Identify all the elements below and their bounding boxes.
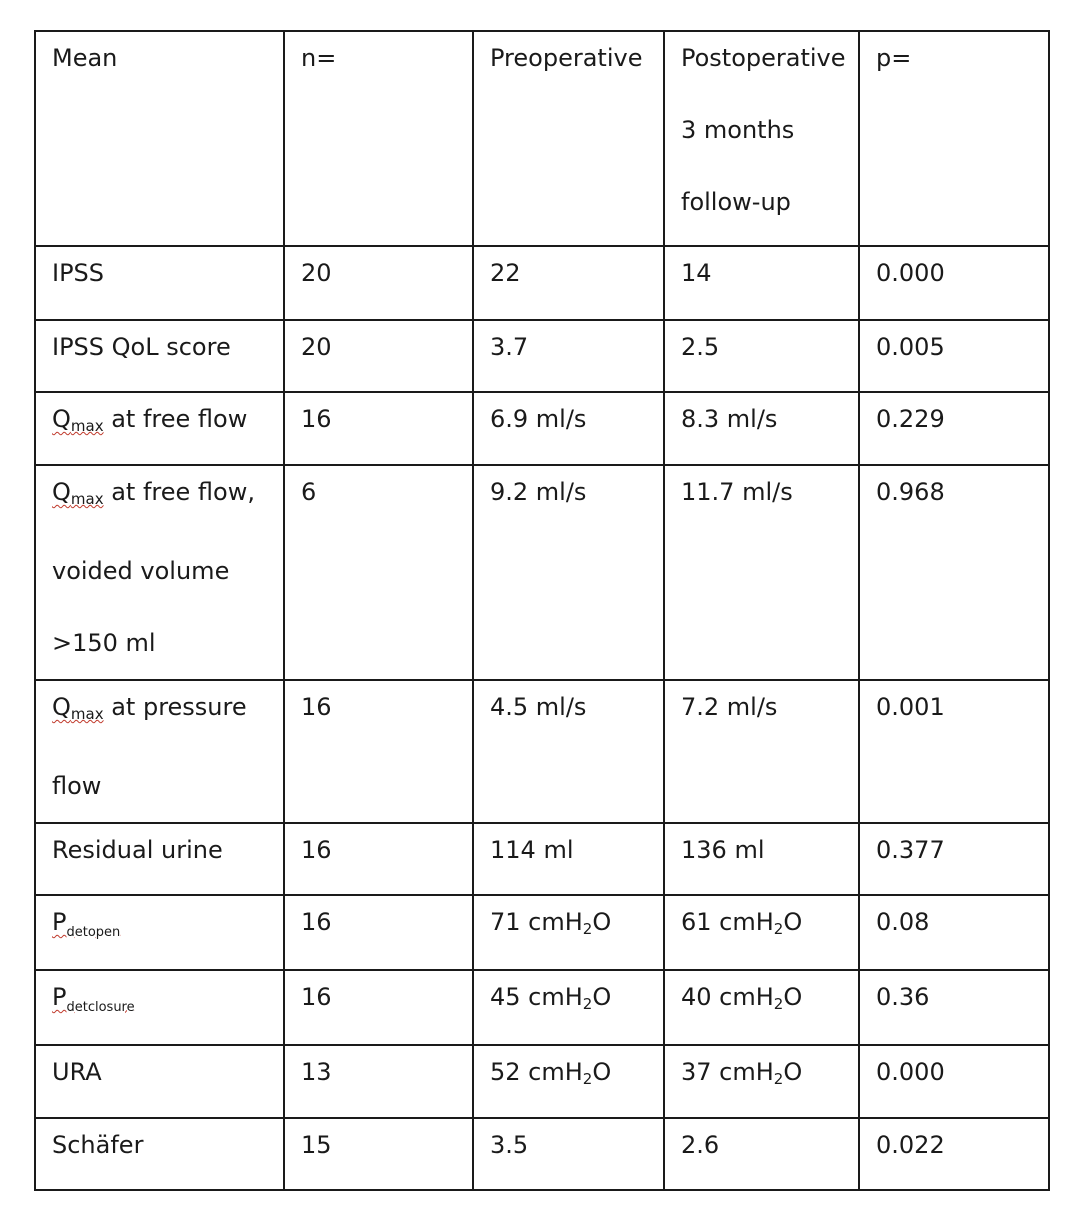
row-preoperative: 52 cmH$_2$O xyxy=(473,1045,664,1118)
row-p-value: 0.005 xyxy=(859,320,1049,392)
row-postoperative: 2.5 xyxy=(664,320,859,392)
qmax-symbol: $Q_{max}$ xyxy=(52,478,104,508)
row-preoperative: 6.9 ml/s xyxy=(473,392,664,465)
row-postoperative: 61 cmH$_2$O xyxy=(664,895,859,970)
row-postoperative: 8.3 ml/s xyxy=(664,392,859,465)
row-p-value: 0.001 xyxy=(859,680,1049,823)
row-p-value: 0.000 xyxy=(859,246,1049,320)
qmax-symbol: $Q_{max}$ xyxy=(52,693,104,723)
row-label: IPSS xyxy=(35,246,284,320)
row-postoperative: 37 cmH$_2$O xyxy=(664,1045,859,1118)
row-postoperative: 40 cmH$_2$O xyxy=(664,970,859,1045)
row-postoperative: 14 xyxy=(664,246,859,320)
row-preoperative: 4.5 ml/s xyxy=(473,680,664,823)
row-label xyxy=(35,970,284,1045)
table-row-pdet-open xyxy=(35,895,1049,970)
table-row-residual-urine xyxy=(35,823,1049,895)
row-n: 13 xyxy=(284,1045,473,1118)
row-p-value: 0.36 xyxy=(859,970,1049,1045)
pdet-closure-symbol: $P_{detclosure}$ xyxy=(52,983,135,1015)
qmax-symbol: $Q_{max}$ xyxy=(52,405,104,435)
row-label: URA xyxy=(35,1045,284,1118)
row-p-value: 0.377 xyxy=(859,823,1049,895)
row-p-value: 0.000 xyxy=(859,1045,1049,1118)
row-n: 20 xyxy=(284,246,473,320)
row-label: Schäfer xyxy=(35,1118,284,1190)
table-row-ura xyxy=(35,1045,1049,1118)
row-preoperative: 114 ml xyxy=(473,823,664,895)
row-preoperative: 3.7 xyxy=(473,320,664,392)
results-table xyxy=(34,30,1050,1191)
row-label: IPSS QoL score xyxy=(35,320,284,392)
row-preoperative: 71 cmH$_2$O xyxy=(473,895,664,970)
row-n: 16 xyxy=(284,392,473,465)
row-label: $Q_{max}$ at pressure flow xyxy=(35,680,284,823)
row-p-value: 0.229 xyxy=(859,392,1049,465)
header-cell-preoperative: Preoperative xyxy=(473,31,664,246)
pdet-open-symbol: $P_{detopen}$ xyxy=(52,908,121,940)
row-n: 16 xyxy=(284,680,473,823)
table-row-ipss xyxy=(35,246,1049,320)
row-postoperative: 2.6 xyxy=(664,1118,859,1190)
table-row-qmax-free-flow xyxy=(35,392,1049,465)
header-cell-p: p= xyxy=(859,31,1049,246)
row-preoperative: 22 xyxy=(473,246,664,320)
row-label: Residual urine xyxy=(35,823,284,895)
row-p-value: 0.08 xyxy=(859,895,1049,970)
table-row-qmax-pressure-flow xyxy=(35,680,1049,823)
header-cell-n: n= xyxy=(284,31,473,246)
row-n: 6 xyxy=(284,465,473,680)
row-p-value: 0.968 xyxy=(859,465,1049,680)
header-cell-postoperative: Postoperative 3 months follow-up xyxy=(664,31,859,246)
row-preoperative: 45 cmH$_2$O xyxy=(473,970,664,1045)
row-postoperative: 11.7 ml/s xyxy=(664,465,859,680)
table-header-row xyxy=(35,31,1049,246)
row-postoperative: 136 ml xyxy=(664,823,859,895)
table-row-schafer xyxy=(35,1118,1049,1190)
table-row-ipss-qol xyxy=(35,320,1049,392)
row-label: $Q_{max}$ at free flow, voided volume >150 ml xyxy=(35,465,284,680)
row-postoperative: 7.2 ml/s xyxy=(664,680,859,823)
header-cell-mean: Mean xyxy=(35,31,284,246)
row-p-value: 0.022 xyxy=(859,1118,1049,1190)
row-n: 16 xyxy=(284,823,473,895)
table-row-qmax-voided xyxy=(35,465,1049,680)
row-preoperative: 9.2 ml/s xyxy=(473,465,664,680)
row-label: $Q_{max}$ at free flow xyxy=(35,392,284,465)
row-n: 20 xyxy=(284,320,473,392)
row-n: 16 xyxy=(284,970,473,1045)
row-preoperative: 3.5 xyxy=(473,1118,664,1190)
row-n: 15 xyxy=(284,1118,473,1190)
row-n: 16 xyxy=(284,895,473,970)
row-label xyxy=(35,895,284,970)
table-row-pdet-closure xyxy=(35,970,1049,1045)
